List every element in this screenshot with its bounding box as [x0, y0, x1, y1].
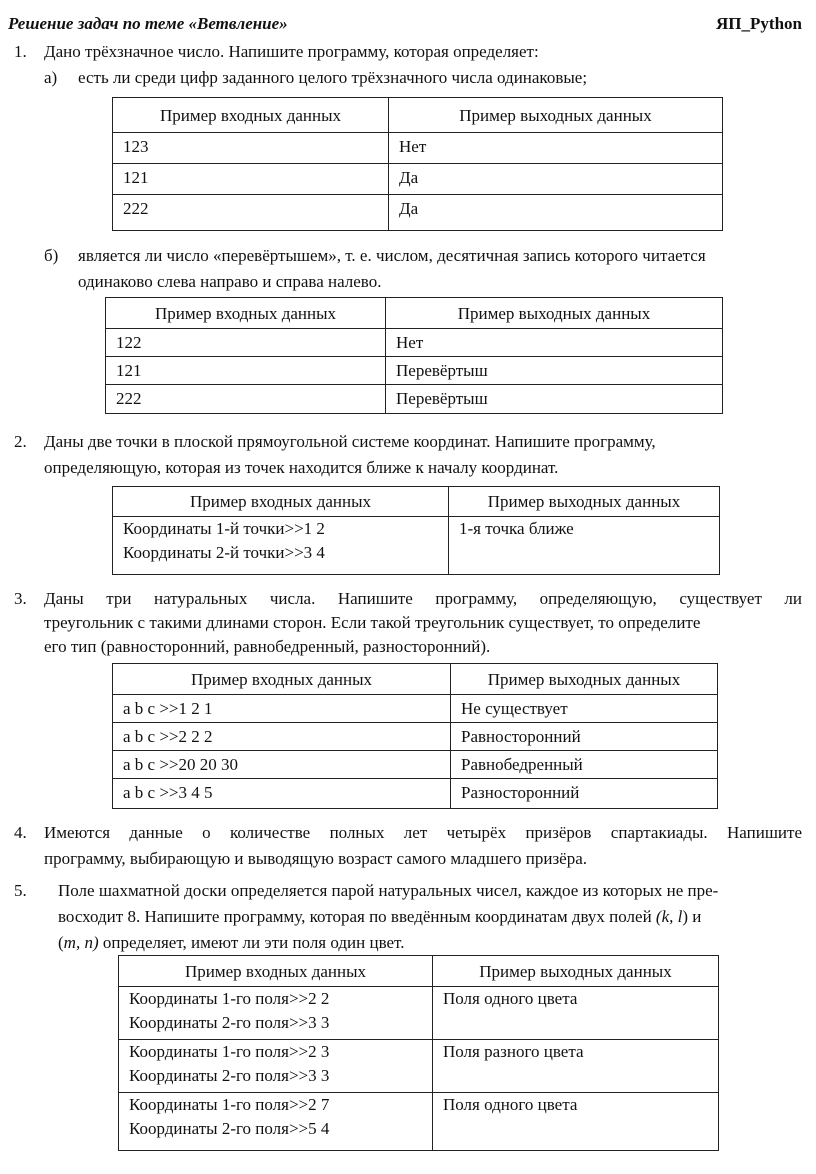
table-row — [113, 779, 718, 809]
task-3-number: 3. — [14, 589, 27, 608]
input-line: Координаты 1-й точки>>1 2 — [123, 519, 325, 538]
table-header-row — [113, 487, 720, 517]
task-5-line2-end: ) и — [682, 907, 702, 926]
column-header-input: Пример входных данных — [113, 98, 389, 133]
output-cell: Не существует — [451, 695, 718, 723]
output-cell: Равнобедренный — [451, 751, 718, 779]
input-cell — [119, 1040, 433, 1093]
table-row — [119, 1040, 719, 1093]
input-line: Координаты 1-го поля>>2 3 — [129, 1042, 330, 1061]
input-line: Координаты 2-го поля>>3 3 — [129, 1013, 330, 1032]
task-4-line1: Имеются данные о количестве полных лет четырёх призёров спартакиады. Напишите — [44, 823, 802, 842]
page-header — [8, 10, 802, 36]
task-5-number: 5. — [14, 881, 27, 900]
table-header-row — [119, 956, 719, 987]
table-header-row — [106, 298, 723, 329]
input-line: Координаты 1-го поля>>2 2 — [129, 989, 330, 1008]
input-cell — [119, 1093, 433, 1151]
input-cell: 222 — [106, 385, 386, 414]
table-row — [113, 723, 718, 751]
output-cell — [433, 1093, 719, 1151]
task-5-line2 — [58, 903, 701, 930]
column-header-input: Пример входных данных — [119, 956, 433, 987]
column-header-input: Пример входных данных — [106, 298, 386, 329]
task-5-open-paren: ( — [58, 933, 64, 952]
subject-label: ЯП_Python — [716, 14, 802, 33]
input-line: Координаты 2-й точки>>3 4 — [123, 543, 325, 562]
task-5-line1: Поле шахматной доски определяется парой натуральных чисел, каждое из которых не пре- — [58, 881, 719, 900]
input-cell: a b c >>3 4 5 — [113, 779, 451, 809]
input-line: Координаты 1-го поля>>2 7 — [129, 1095, 330, 1114]
task-5-coords-kl: (k, l — [655, 907, 683, 926]
column-header-output: Пример выходных данных — [389, 98, 723, 133]
task-3-line3: его тип (равносторонний, равнобедренный, разносторонний). — [44, 637, 491, 656]
table-row — [106, 357, 723, 385]
input-line: Координаты 2-го поля>>5 4 — [129, 1119, 330, 1138]
task-1a-text: есть ли среди цифр заданного целого трёхзначного числа одинаковые; — [78, 68, 588, 87]
table-row — [106, 385, 723, 414]
table-row — [113, 517, 720, 575]
output-cell: Разносторонний — [451, 779, 718, 809]
task-2-table — [112, 486, 720, 575]
task-3-line2: треугольник с такими длинами сторон. Если такой треугольник существует, то определите — [44, 613, 701, 632]
output-line: Поля одного цвета — [443, 1095, 578, 1114]
output-cell — [449, 517, 720, 575]
output-cell: Равносторонний — [451, 723, 718, 751]
input-cell: 121 — [106, 357, 386, 385]
task-1b-label: б) — [44, 246, 59, 265]
table-row — [106, 329, 723, 357]
task-5-line2-text: восходит 8. Напишите программу, которая по введённым координатам двух полей — [58, 907, 656, 926]
task-1b-line1: является ли число «перевёртышем», т. е. числом, десятичная запись которого читается — [78, 246, 706, 265]
table-row — [119, 987, 719, 1040]
table-row — [119, 1093, 719, 1151]
task-5-line3 — [58, 929, 404, 956]
input-cell: 122 — [106, 329, 386, 357]
input-line: Координаты 2-го поля>>3 3 — [129, 1066, 330, 1085]
task-4-number: 4. — [14, 823, 27, 842]
task-1-number: 1. — [14, 42, 27, 61]
table-row — [113, 695, 718, 723]
table-row — [113, 164, 723, 195]
column-header-output: Пример выходных данных — [449, 487, 720, 517]
output-line: Поля одного цвета — [443, 989, 578, 1008]
input-cell: a b c >>1 2 1 — [113, 695, 451, 723]
task-2-line2: определяющую, которая из точек находится ближе к началу координат. — [44, 458, 559, 477]
task-1a-label: а) — [44, 68, 58, 87]
output-cell: Перевёртыш — [386, 357, 723, 385]
table-row — [113, 133, 723, 164]
input-cell: 121 — [113, 164, 389, 195]
task-5-table — [118, 955, 719, 1151]
output-cell: Нет — [389, 133, 723, 164]
output-line: 1-я точка ближе — [459, 519, 574, 538]
input-cell: a b c >>2 2 2 — [113, 723, 451, 751]
input-cell — [113, 517, 449, 575]
task-3-line1: Даны три натуральных числа. Напишите программу, определяющую, существует ли — [44, 589, 802, 608]
task-1a-table — [112, 97, 723, 231]
task-4-line2: программу, выбирающую и выводящую возраст самого младшего призёра. — [44, 849, 588, 868]
task-5-line3-text: определяет, имеют ли эти поля один цвет. — [98, 933, 405, 952]
input-cell: 123 — [113, 133, 389, 164]
table-row — [113, 751, 718, 779]
column-header-input: Пример входных данных — [113, 487, 449, 517]
document-title: Решение задач по теме «Ветвление» — [8, 14, 288, 33]
task-1b-line2: одинаково слева направо и справа налево. — [78, 272, 382, 291]
input-cell: a b c >>20 20 30 — [113, 751, 451, 779]
column-header-output: Пример выходных данных — [386, 298, 723, 329]
column-header-input: Пример входных данных — [113, 664, 451, 695]
output-cell: Перевёртыш — [386, 385, 723, 414]
table-row — [113, 195, 723, 231]
task-2-number: 2. — [14, 432, 27, 451]
column-header-output: Пример выходных данных — [433, 956, 719, 987]
output-line: Поля разного цвета — [443, 1042, 584, 1061]
task-5-coords-mn: m, n) — [63, 933, 99, 952]
task-3-table — [112, 663, 718, 809]
task-1b-table — [105, 297, 723, 414]
table-header-row — [113, 98, 723, 133]
output-cell: Да — [389, 164, 723, 195]
output-cell — [433, 1040, 719, 1093]
output-cell: Да — [389, 195, 723, 231]
task-1-text: Дано трёхзначное число. Напишите программу, которая определяет: — [44, 42, 539, 61]
task-2-line1: Даны две точки в плоской прямоугольной системе координат. Напишите программу, — [44, 432, 656, 451]
output-cell: Нет — [386, 329, 723, 357]
output-cell — [433, 987, 719, 1040]
column-header-output: Пример выходных данных — [451, 664, 718, 695]
input-cell: 222 — [113, 195, 389, 231]
table-header-row — [113, 664, 718, 695]
input-cell — [119, 987, 433, 1040]
